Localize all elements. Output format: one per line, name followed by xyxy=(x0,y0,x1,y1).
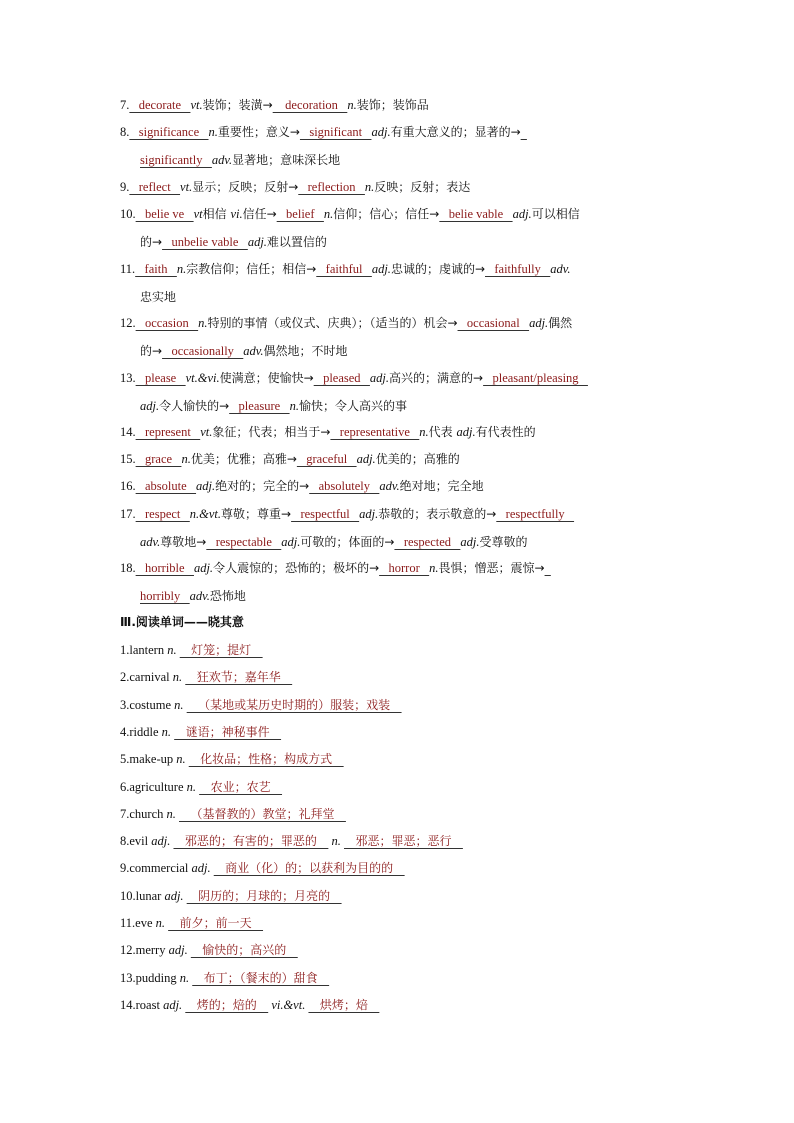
part-of-speech: adj. xyxy=(371,125,391,139)
definition-text: 令人震惊的；恐怖的；极坏的→ xyxy=(213,561,380,575)
definition-text: 宗教信仰；信任；相信→ xyxy=(186,262,317,276)
answer-blank: 烘烤；焙 xyxy=(308,997,380,1012)
part-of-speech: n. xyxy=(289,399,299,413)
answer-blank: 化妆品；性格；构成方式 xyxy=(188,752,344,767)
part-of-speech: n. xyxy=(161,724,172,739)
word-text: 8. xyxy=(120,125,130,139)
answer-blank: absolute xyxy=(135,479,197,493)
definition-text: 装饰；装饰品 xyxy=(356,98,429,112)
answer-blank: significant xyxy=(299,125,372,139)
part-of-speech: vt.&vi. xyxy=(185,371,220,385)
definition-text: 代表 xyxy=(428,425,457,439)
answer-blank: pleasure xyxy=(229,399,290,413)
answer-blank: 愉快的；高兴的 xyxy=(190,943,298,958)
reading-word-item xyxy=(120,806,346,822)
definition-text: 优美；优雅；高雅→ xyxy=(190,452,297,466)
word-text: 13.pudding xyxy=(120,970,180,985)
definition-text: 高兴的；满意的→ xyxy=(389,371,484,385)
definition-text: 特别的事情（或仪式、庆典）；（适当的）机会→ xyxy=(207,316,458,330)
word-text: 9. xyxy=(120,180,130,194)
answer-blank: represent xyxy=(135,425,201,439)
vocab-line xyxy=(120,97,429,113)
answer-blank: （某地或某历史时期的）服装；戏装 xyxy=(186,697,402,712)
answer-blank: unbelie vable xyxy=(162,235,248,249)
word-text: 7.church xyxy=(120,806,167,821)
reading-word-item xyxy=(120,915,263,931)
vocab-line xyxy=(120,261,571,277)
part-of-speech: n.&vt. xyxy=(189,507,222,521)
word-text: 13. xyxy=(120,371,136,385)
answer-blank: respectful xyxy=(291,507,360,521)
part-of-speech: adj. xyxy=(356,452,376,466)
answer-blank: respected xyxy=(394,535,461,549)
word-text: 8.evil xyxy=(120,834,152,849)
answer-blank: faithful xyxy=(316,262,372,276)
definition-text: 难以置信的 xyxy=(266,235,327,249)
definition-text: 尊敬；尊重→ xyxy=(221,507,292,521)
definition-text: 愉快；令人高兴的事 xyxy=(298,399,407,413)
part-of-speech: vi.&vt. xyxy=(271,997,306,1012)
vocab-line-continued xyxy=(140,152,340,168)
answer-blank: pleased xyxy=(313,371,370,385)
section-heading: Ⅲ.阅读单词——晓其意 xyxy=(120,615,244,629)
vocab-line xyxy=(120,315,572,331)
part-of-speech: n. xyxy=(208,125,218,139)
definition-text: 偶然地；不时地 xyxy=(263,344,348,358)
part-of-speech: n. xyxy=(176,752,186,767)
word-text: 7. xyxy=(120,98,130,112)
answer-blank: belie ve xyxy=(135,207,194,221)
answer-blank: graceful xyxy=(296,452,357,466)
part-of-speech: adj. xyxy=(168,943,188,958)
part-of-speech: adj. xyxy=(140,399,160,413)
word-text: 15. xyxy=(120,452,136,466)
part-of-speech: adj. xyxy=(369,371,390,385)
answer-blank: reflect xyxy=(129,180,181,194)
part-of-speech: n. xyxy=(167,643,177,657)
definition-text: 恐怖地 xyxy=(209,589,246,603)
definition-text: 装饰；装潢→ xyxy=(202,98,273,112)
part-of-speech: adj. xyxy=(163,997,183,1012)
part-of-speech: n. xyxy=(198,316,208,330)
part-of-speech: n. xyxy=(323,207,334,221)
part-of-speech: adj. xyxy=(247,235,267,249)
part-of-speech: adv. xyxy=(140,535,161,549)
answer-blank: respectfully xyxy=(496,507,575,521)
answer-blank: absolutely xyxy=(309,479,380,493)
word-text: 11. xyxy=(120,262,136,276)
word-text: 12. xyxy=(120,316,136,330)
answer-blank: 灯笼；提灯 xyxy=(179,643,263,657)
reading-word-item xyxy=(120,997,379,1013)
part-of-speech: n. xyxy=(155,916,166,930)
vocab-line-continued xyxy=(140,534,528,550)
vocab-line xyxy=(120,124,527,140)
answer-blank: 邪恶的；有害的；罪恶的 xyxy=(173,834,329,849)
definition-text: 畏惧；憎恶；震惊→ xyxy=(438,561,545,575)
definition-text: 受尊敬的 xyxy=(479,535,528,549)
definition-text: 可敬的；体面的→ xyxy=(300,535,395,549)
reading-word-item xyxy=(120,751,344,767)
word-text: 12.merry xyxy=(120,943,169,958)
answer-blank: （基督教的）教堂；礼拜堂 xyxy=(179,806,346,821)
part-of-speech: adj. xyxy=(281,535,301,549)
part-of-speech: adj. xyxy=(529,316,549,330)
part-of-speech: adj. xyxy=(456,425,476,439)
part-of-speech: adj. xyxy=(371,262,391,276)
answer-blank: significantly xyxy=(140,153,212,167)
vocab-line xyxy=(120,478,484,494)
answer-blank xyxy=(521,125,527,139)
answer-blank: horribly xyxy=(140,589,190,603)
part-of-speech: vt. xyxy=(180,180,193,194)
answer-blank: occasionally xyxy=(162,344,244,358)
vocab-line-continued xyxy=(140,343,348,359)
definition-text: 偶然 xyxy=(548,316,573,330)
definition-text: 信任→ xyxy=(242,207,277,221)
part-of-speech: adj. xyxy=(164,888,184,903)
word-text: 6.agriculture xyxy=(120,779,187,794)
word-text: 9.commercial xyxy=(120,861,192,876)
answer-blank: horror xyxy=(379,561,430,575)
answer-blank: 谜语；神秘事件 xyxy=(174,724,282,739)
word-text: 11.eve xyxy=(120,916,156,930)
definition-text: 相信 xyxy=(202,207,231,221)
part-of-speech: n. xyxy=(364,180,375,194)
reading-word-item xyxy=(120,942,298,958)
answer-blank xyxy=(545,561,551,575)
definition-text: 信仰；信心；信任→ xyxy=(333,207,440,221)
part-of-speech: vt. xyxy=(200,425,213,439)
answer-blank: faith xyxy=(135,262,177,276)
definition-text: 有重大意义的；显著的→ xyxy=(390,125,521,139)
part-of-speech: n. xyxy=(176,262,187,276)
answer-blank: 烤的；焙的 xyxy=(185,997,269,1012)
vocab-line xyxy=(120,206,580,222)
reading-word-item xyxy=(120,779,282,795)
reading-word-item xyxy=(120,970,329,986)
definition-text: 的→ xyxy=(140,344,163,358)
definition-text: 绝对地；完全地 xyxy=(399,479,484,493)
vocab-line-continued xyxy=(140,289,176,305)
answer-blank: 布丁；（餐末的）甜食 xyxy=(192,970,330,985)
part-of-speech: adj. xyxy=(196,479,216,493)
vocab-line-continued xyxy=(140,234,327,250)
vocab-line xyxy=(120,424,536,440)
part-of-speech: n. xyxy=(181,452,191,466)
word-text: 5.make-up xyxy=(120,752,177,767)
vocab-line xyxy=(120,451,460,467)
answer-blank: 前夕；前一天 xyxy=(168,916,264,930)
vocab-line xyxy=(120,560,551,576)
word-text: 14.roast xyxy=(120,997,164,1012)
part-of-speech: adv. xyxy=(243,344,264,358)
answer-blank: decorate xyxy=(129,98,191,112)
part-of-speech: adj. xyxy=(151,834,171,849)
reading-word-item xyxy=(120,697,402,713)
reading-word-item xyxy=(120,860,405,876)
word-text: 17. xyxy=(120,507,136,521)
vocab-line-continued xyxy=(140,588,246,604)
definition-text: 尊敬地→ xyxy=(160,535,207,549)
word-text: 16. xyxy=(120,479,136,493)
part-of-speech: n. xyxy=(429,561,439,575)
answer-blank: please xyxy=(135,371,186,385)
definition-text: 显著地；意味深长地 xyxy=(232,153,341,167)
part-of-speech: adj. xyxy=(460,535,480,549)
answer-blank: horrible xyxy=(135,561,194,575)
definition-text: 忠诚的；虔诚的→ xyxy=(390,262,485,276)
part-of-speech: adv. xyxy=(550,262,571,276)
answer-blank: grace xyxy=(135,452,182,466)
definition-text: 优美的；高雅的 xyxy=(375,452,460,466)
word-text: 10. xyxy=(120,207,136,221)
vocab-line xyxy=(120,179,470,195)
part-of-speech: adv. xyxy=(189,589,210,603)
definition-text: 令人愉快的→ xyxy=(159,399,230,413)
definition-text: 可以相信 xyxy=(531,207,580,221)
word-text: 18. xyxy=(120,561,136,575)
word-text: 10.lunar xyxy=(120,888,165,903)
answer-blank: 商业（化）的；以获利为目的的 xyxy=(213,861,405,876)
definition-text: 使满意；使愉快→ xyxy=(219,371,314,385)
part-of-speech: vt xyxy=(193,207,203,221)
part-of-speech: adv. xyxy=(211,153,233,167)
vocab-line-continued xyxy=(140,398,407,414)
part-of-speech: vt. xyxy=(190,98,203,112)
answer-blank: 阴历的；月球的；月亮的 xyxy=(186,888,342,903)
part-of-speech: adj. xyxy=(193,561,214,575)
part-of-speech: adv. xyxy=(379,479,400,493)
answer-blank: 邪恶；罪恶；恶行 xyxy=(344,834,463,849)
answer-blank: pleasant/pleasing xyxy=(483,371,588,385)
vocab-line xyxy=(120,506,574,522)
answer-blank: belief xyxy=(276,207,324,221)
definition-text: 忠实地 xyxy=(140,290,177,304)
answer-blank: 农业；农艺 xyxy=(199,779,283,794)
part-of-speech: n. xyxy=(419,425,429,439)
reading-word-item xyxy=(120,642,263,658)
vocab-line xyxy=(120,370,588,386)
answer-blank: representative xyxy=(330,425,420,439)
answer-blank: occasion xyxy=(135,316,199,330)
part-of-speech: n. xyxy=(347,98,357,112)
reading-word-item xyxy=(120,669,292,685)
answer-blank: occasional xyxy=(457,316,530,330)
answer-blank: significance xyxy=(129,125,209,139)
definition-text: 恭敬的；表示敬意的→ xyxy=(378,507,497,521)
definition-text: 的→ xyxy=(140,235,163,249)
part-of-speech: adj. xyxy=(191,861,211,876)
answer-blank: faithfully xyxy=(485,262,551,276)
answer-blank: 狂欢节；嘉年华 xyxy=(185,670,293,685)
word-text: 4.riddle xyxy=(120,724,162,739)
part-of-speech: n. xyxy=(179,970,190,985)
definition-text: 绝对的；完全的→ xyxy=(215,479,310,493)
definition-text: 反映；反射；表达 xyxy=(374,180,471,194)
definition-text: 象征；代表；相当于→ xyxy=(212,425,331,439)
answer-blank: belie vable xyxy=(439,207,513,221)
word-text: 14. xyxy=(120,425,136,439)
answer-blank: respect xyxy=(135,507,190,521)
word-text: 1.lantern xyxy=(120,643,168,657)
definition-text: 显示；反映；反射→ xyxy=(192,180,299,194)
word-text: 2.carnival xyxy=(120,670,173,685)
definition-text: 重要性；意义→ xyxy=(217,125,300,139)
part-of-speech: n. xyxy=(331,834,341,849)
part-of-speech: adj. xyxy=(512,207,532,221)
part-of-speech: n. xyxy=(166,806,176,821)
answer-blank: respectable xyxy=(206,535,282,549)
reading-word-item xyxy=(120,833,463,849)
reading-word-item xyxy=(120,888,342,904)
part-of-speech: vi. xyxy=(230,207,243,221)
definition-text: 有代表性的 xyxy=(475,425,536,439)
answer-blank: reflection xyxy=(298,180,365,194)
part-of-speech: n. xyxy=(174,697,184,712)
part-of-speech: adj. xyxy=(359,507,379,521)
reading-word-item xyxy=(120,724,281,740)
word-text: 3.costume xyxy=(120,697,175,712)
part-of-speech: n. xyxy=(172,670,183,685)
answer-blank: decoration xyxy=(272,98,348,112)
part-of-speech: n. xyxy=(186,779,197,794)
